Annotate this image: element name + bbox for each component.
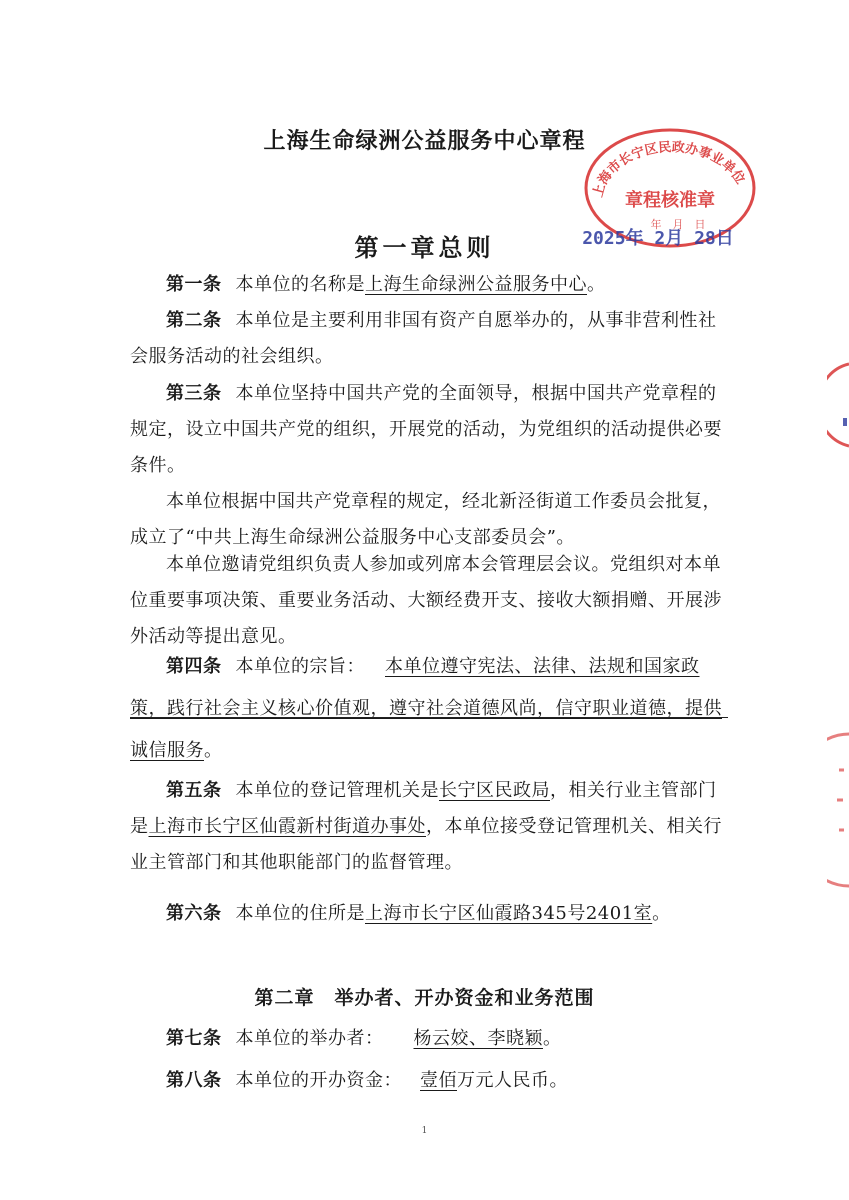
article-label: 第三条 [166,383,222,404]
article-7: 第七条 本单位的举办者： 杨云姣、李晓颖。 [166,1028,562,1049]
edge-seal-bottom [827,730,849,890]
chapter-1-heading: 第一章总则 [354,234,495,262]
organization-tenet: 本单位遵守宪法、法律、法规和国家政策，践行社会主义核心价值观，遵守社会道德风尚，信守职业道德，提供诚信服务 [130,656,722,761]
stamp-label: 章程核准章 [625,190,715,211]
article-4: 第四条 本单位的宗旨： 本单位遵守宪法、法律、法规和国家政策，践行社会主义核心价值观，遵守社会道德风尚，信守职业道德，提供诚信服务。 [130,656,722,761]
article-3-paragraph-3: 本单位邀请党组织负责人参加或列席本会管理层会议。党组织对本单位重要事项决策、重要业务活动、大额经费开支、接收大额捐赠、开展涉外活动等提出意见。 [130,554,722,647]
article-label: 第六条 [166,903,222,924]
registration-authority: 长宁区民政局 [439,780,550,801]
supervising-department: 上海市长宁区仙霞新村街道办事处 [148,816,426,837]
address: 上海市长宁区仙霞路345号2401室 [365,903,653,924]
stamp-org-text: 上海市长宁区民政办事业单位 [590,140,748,199]
article-1: 第一条 本单位的名称是上海生命绿洲公益服务中心。 [166,274,606,295]
founders: 杨云姣、李晓颖 [413,1028,543,1049]
stamp-date: 2025年 2月 28日 [582,228,734,249]
article-label: 第二条 [166,310,222,331]
article-3-paragraph-2: 本单位根据中国共产党章程的规定，经北新泾街道工作委员会批复，成立了“中共上海生命绿洲公益服务中心支部委员会”。 [130,491,721,548]
stamp-date-printed: 年 月 日 [650,218,706,231]
chapter-2-heading: 第二章 举办者、开办资金和业务范围 [254,987,595,1009]
page-number: 1 [421,1126,428,1136]
article-6: 第六条 本单位的住所是上海市长宁区仙霞路345号2401室。 [166,903,671,924]
article-label: 第七条 [166,1028,222,1049]
article-3: 第三条 本单位坚持中国共产党的全面领导，根据中国共产党章程的规定，设立中国共产党的组织，开展党的活动，为党组织的活动提供必要条件。 [130,383,722,476]
article-label: 第一条 [166,274,222,295]
fill-in-underline [130,717,728,718]
article-8: 第八条 本单位的开办资金： 壹佰万元人民币。 [166,1070,568,1091]
article-label: 第五条 [166,780,222,801]
article-5: 第五条 本单位的登记管理机关是长宁区民政局，相关行业主管部门是上海市长宁区仙霞新村街道办事处，本单位接受登记管理机关、相关行业主管部门和其他职能部门的监督管理。 [130,780,722,873]
article-label: 第四条 [166,656,222,677]
document-title: 上海生命绿洲公益服务中心章程 [263,129,586,154]
edge-seal-top [827,360,849,450]
article-2: 第二条 本单位是主要利用非国有资产自愿举办的，从事非营利性社会服务活动的社会组织。 [130,310,717,367]
article-label: 第八条 [166,1070,222,1091]
organization-name: 上海生命绿洲公益服务中心 [365,274,587,295]
startup-capital: 壹佰 [420,1070,457,1091]
